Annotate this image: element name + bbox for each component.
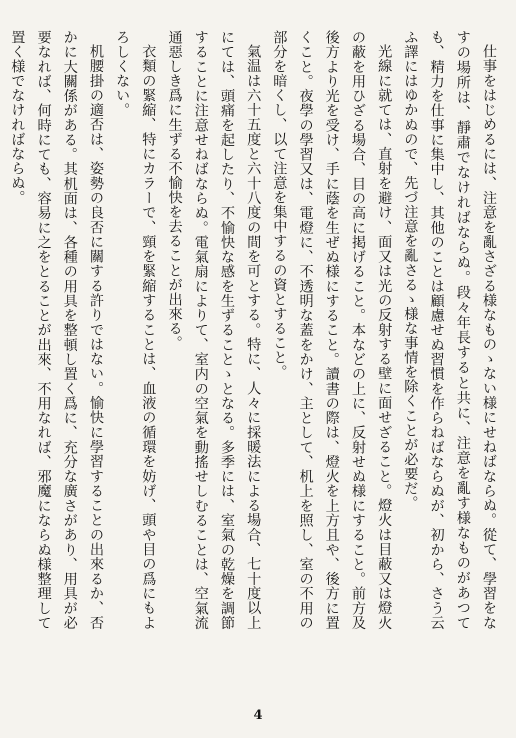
page-number: 4 [253, 708, 263, 723]
paragraph-1: 仕事をはじめるには、注意を亂さざる様なものゝない様にせねばならぬ。從て、學習をなすの場所は、靜肅でなければならぬ。段々年長すると共に、注意を亂す様なものがあつても、精力を仕事に集中し、其他のことは顧慮せぬ習慣を作らねばならぬが、初から、さう云ふ譯にはゆかぬので、先づ注意を亂さるゝ様な事情を除くことが必要だ。 [402, 30, 497, 630]
paragraph-5: 机腰掛の適否は、姿勢の良否に關する許りではない。愉快に學習することの出來るか、否かに大關係がある。其机面は、各種の用具を整頓し置く爲に、充分な廣さがあり、用具が必要なれば、何時にても、容易に之をとることが出來、不用なれば、邪魔にならぬ様整理して置く様でなければならぬ。 [9, 30, 104, 630]
paragraph-4: 衣類の緊縮、特にカラーで、頸を緊縮することは、血液の循環を妨げ、頭や目の爲にもよろしくない。 [114, 30, 157, 630]
paragraph-3: 氣温は六十五度と六十八度の間を可とする。特に、人々に採暖法による場合、七十度以上にては、頭痛を起したり、不愉快な感を生ずることゝとなる。多季には、室氣の乾燥を調節することに注意せねばならぬ。電氣扇によりて、室内の空氣を動搖せしむることは、空氣流通惡しき爲に生ずる不愉快を去ることが出來る。 [166, 30, 262, 630]
body-text [4, 30, 502, 630]
paragraph-2: 光線に就ては、直射を避け、面又は光の反射する壁に面せざること。燈火は目蔽又は燈火の蔽を用ひざる場合、目の高に掲げること。本などの上に、反射せぬ様にすること。前方及後方より光を受け、手に蔭を生ぜぬ様にすること。讀書の際は、燈火を上方且や、後方に置くこと。夜學の學習又は、電燈に、不透明な蓋をかけ、主として、机上を照し、室の不用の部分を暗くし、以て注意を集中するの資とすること。 [271, 30, 393, 630]
